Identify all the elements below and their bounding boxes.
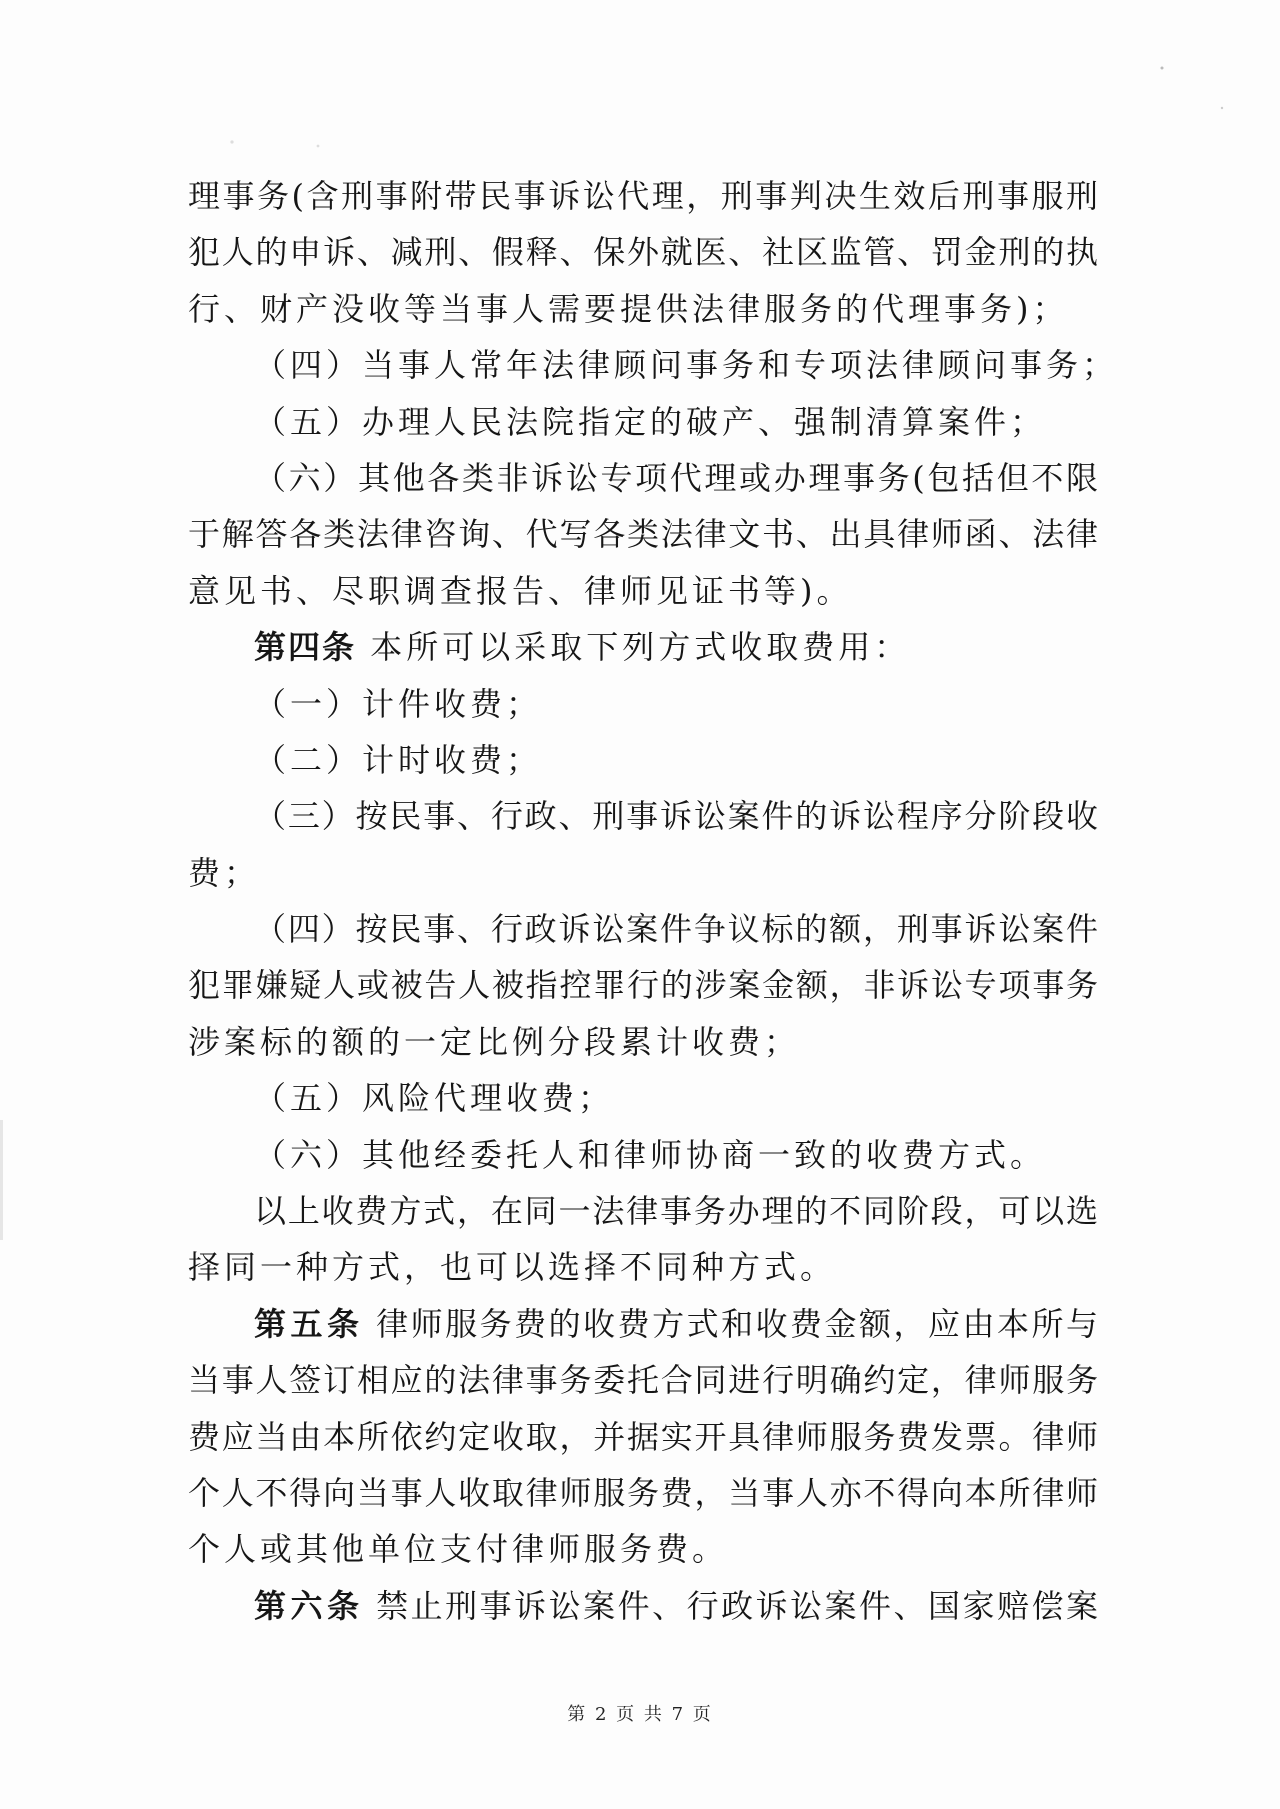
text-line: 行、财产没收等当事人需要提供法律服务的代理事务)； [188,289,1069,328]
text-line: 费； [188,853,261,892]
text-line: （四）按民事、行政诉讼案件争议标的额，刑事诉讼案件 [254,910,1098,949]
text-line: （六）其他各类非诉讼专项代理或办理事务(包括但不限 [254,458,1098,497]
article-4-text: 本所可以采取下列方式收取费用： [370,628,911,667]
article-4-heading: 第四条 [254,628,357,667]
text-line: 意见书、尽职调查报告、律师见证书等)。 [188,571,853,610]
text-line: 择同一种方式，也可以选择不同种方式。 [188,1248,837,1287]
article-6-text: 禁止刑事诉讼案件、行政诉讼案件、国家赔偿案 [376,1586,1098,1625]
text-line: （二）计时收费； [254,740,543,779]
text-line: （三）按民事、行政、刑事诉讼案件的诉讼程序分阶段收 [254,797,1098,836]
text-line: 犯人的申诉、减刑、假释、保外就医、社区监管、罚金刑的执 [188,233,1098,272]
article-6-line [188,1578,1098,1634]
text-line: 涉案标的额的一定比例分段累计收费； [188,1022,801,1061]
text-line: （四）当事人常年法律顾问事务和专项法律顾问事务； [254,346,1119,385]
text-line: （六）其他经委托人和律师协商一致的收费方式。 [254,1135,1047,1174]
text-line: 个人或其他单位支付律师服务费。 [188,1530,729,1569]
text-line: 费应当由本所依约定收取，并据实开具律师服务费发票。律师 [188,1417,1098,1456]
text-line: （五）风险代理收费； [254,1079,615,1118]
page-number-footer: 第 2 页 共 7 页 [567,1704,713,1725]
article-6-heading: 第六条 [254,1586,364,1625]
article-4-line [188,619,1098,675]
text-line: 于解答各类法律咨询、代写各类法律文书、出具律师函、法律 [188,515,1098,554]
text-line: 当事人签订相应的法律事务委托合同进行明确约定，律师服务 [188,1361,1098,1400]
text-line: 以上收费方式，在同一法律事务办理的不同阶段，可以选 [254,1192,1098,1231]
text-line: 理事务(含刑事附带民事诉讼代理，刑事判决生效后刑事服刑 [188,177,1098,215]
article-5-text: 律师服务费的收费方式和收费金额，应由本所与 [376,1304,1098,1343]
document-body [188,168,1119,1634]
text-line: 犯罪嫌疑人或被告人被指控罪行的涉案金额，非诉讼专项事务 [188,966,1098,1005]
text-line: 个人不得向当事人收取律师服务费，当事人亦不得向本所律师 [188,1473,1098,1512]
article-5-line [188,1296,1098,1352]
text-line: （一）计件收费； [254,684,543,723]
text-line: （五）办理人民法院指定的破产、强制清算案件； [254,402,1047,441]
article-5-heading: 第五条 [254,1304,364,1343]
